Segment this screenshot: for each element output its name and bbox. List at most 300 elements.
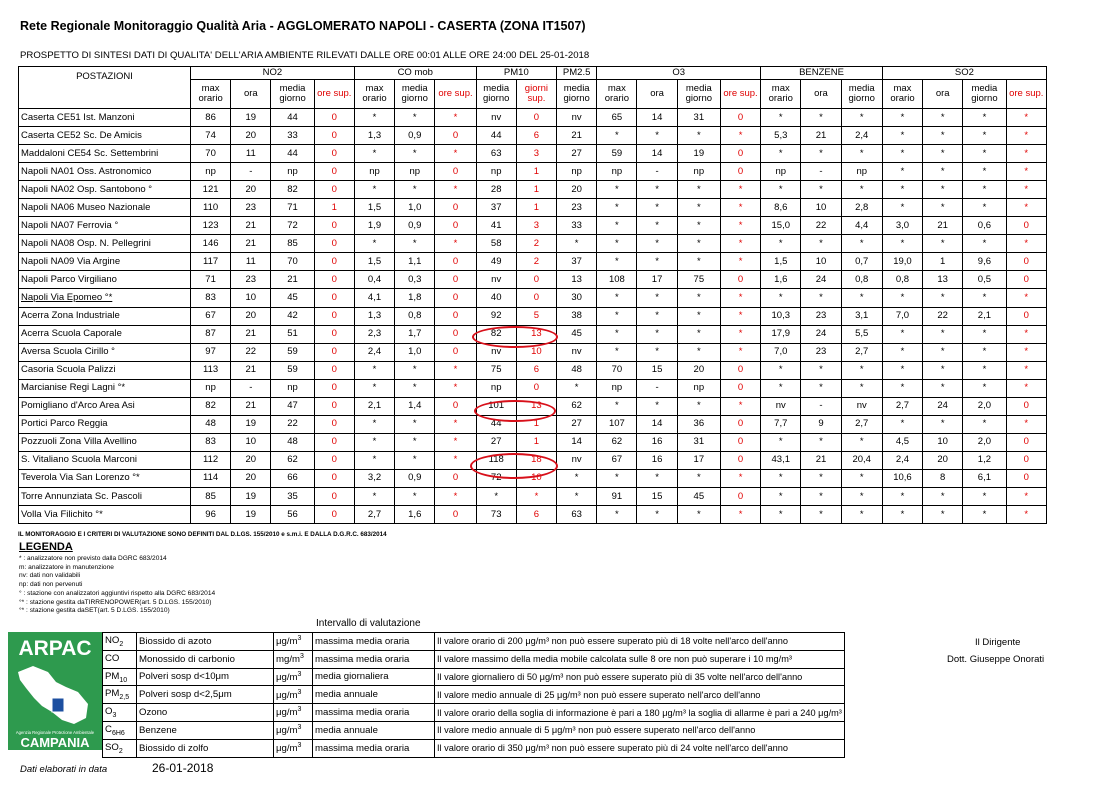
legend-item: °* : stazione gestita daSET(art. 5 D.LGS. 155/2010) [19, 607, 170, 615]
table-cell: * [801, 235, 841, 253]
logo-text-small: Agenzia Regionale Protezione Ambientale [15, 730, 95, 735]
table-cell: 8,6 [761, 199, 801, 217]
table-cell: * [637, 325, 677, 343]
table-cell: 16 [637, 451, 677, 469]
table-cell: 19 [231, 506, 271, 524]
table-cell: 1,8 [395, 289, 435, 307]
table-cell: * [395, 109, 435, 127]
table-cell: 2,7 [354, 506, 394, 524]
table-cell: 13 [516, 397, 556, 415]
pollutant-unit-text: μg/m [276, 636, 298, 648]
table-cell: * [801, 379, 841, 397]
table-cell: 0 [314, 451, 354, 469]
table-cell: 0 [1006, 217, 1046, 235]
table-cell: * [761, 109, 801, 127]
table-cell: * [801, 487, 841, 505]
table-cell: * [1006, 361, 1046, 379]
col-max-orario: max orario [354, 80, 394, 109]
table-cell: 1,7 [395, 325, 435, 343]
pollutant-symbol [103, 704, 137, 722]
table-row [19, 379, 1047, 397]
pollutant-limit: Il valore massimo della media mobile calcolata sulle 8 ore non può superare i 10 mg/m³ [435, 650, 845, 668]
table-cell: * [677, 343, 720, 361]
table-cell: * [354, 379, 394, 397]
table-cell: np [761, 163, 801, 181]
table-cell: 21 [801, 127, 841, 145]
table-cell: * [963, 199, 1006, 217]
table-cell: 37 [557, 253, 597, 271]
pollutant-symbol [103, 721, 137, 739]
table-cell: 0 [516, 379, 556, 397]
pollutant-unit [274, 721, 313, 739]
table-cell: 96 [190, 506, 230, 524]
table-cell: 45 [271, 289, 314, 307]
table-cell: 59 [271, 343, 314, 361]
table-cell: 85 [271, 235, 314, 253]
pollutant-unit-sup: 3 [297, 670, 302, 678]
table-cell: * [923, 289, 963, 307]
station-name: Napoli Parco Virgiliano [19, 271, 191, 289]
table-cell: 19,0 [882, 253, 922, 271]
pollutant-name: Polveri sosp d<10μm [137, 668, 274, 686]
table-cell: - [801, 163, 841, 181]
table-cell: 0 [435, 127, 476, 145]
table-cell: * [963, 235, 1006, 253]
table-cell: 0 [435, 506, 476, 524]
station-name: Aversa Scuola Cirillo ° [19, 343, 191, 361]
table-cell: * [801, 433, 841, 451]
table-cell: 1 [516, 199, 556, 217]
table-cell: * [923, 343, 963, 361]
table-cell: * [963, 506, 1006, 524]
table-cell: * [841, 379, 882, 397]
table-cell: 0 [314, 415, 354, 433]
table-cell: * [557, 487, 597, 505]
col-media-giorno: media giorno [395, 80, 435, 109]
legend-item: nv: dati non validabili [19, 572, 81, 580]
so2-header: SO2 [882, 67, 1046, 80]
table-cell: 0 [314, 235, 354, 253]
table-cell: 35 [271, 487, 314, 505]
table-cell: * [923, 415, 963, 433]
table-cell: * [882, 325, 922, 343]
table-cell: * [963, 325, 1006, 343]
table-cell: np [354, 163, 394, 181]
table-cell: 2,1 [963, 307, 1006, 325]
table-cell: 1 [516, 433, 556, 451]
table-cell: 21 [231, 361, 271, 379]
highlight-ring-pomigliano [474, 400, 556, 422]
table-cell: 45 [557, 325, 597, 343]
logo-text-bottom: CAMPANIA [20, 735, 90, 750]
page-subtitle: PROSPETTO DI SINTESI DATI DI QUALITA' DELL'ARIA AMBIENTE RILEVATI DALLE ORE 00:01 ALLE ORE 24:00 DEL 25-01-2018 [20, 50, 590, 61]
table-cell: * [637, 397, 677, 415]
table-cell: 62 [597, 433, 637, 451]
table-cell: * [720, 307, 760, 325]
table-row [19, 217, 1047, 235]
table-cell: * [637, 199, 677, 217]
table-cell: 67 [190, 307, 230, 325]
station-name: Pozzuoli Zona Villa Avellino [19, 433, 191, 451]
pollutant-interval: media annuale [313, 721, 435, 739]
station-name: Napoli NA07 Ferrovia ° [19, 217, 191, 235]
table-row [19, 163, 1047, 181]
table-cell: 10 [231, 433, 271, 451]
table-cell: 0 [720, 163, 760, 181]
table-cell: * [597, 343, 637, 361]
pollutant-interval: media annuale [313, 686, 435, 704]
table-cell: 0,3 [395, 271, 435, 289]
pollutant-symbol-sub: 6H6 [111, 729, 125, 737]
table-cell: 0 [1006, 253, 1046, 271]
table-cell: 21 [801, 451, 841, 469]
table-cell: 0 [435, 253, 476, 271]
table-cell: * [637, 469, 677, 487]
table-cell: 63 [476, 145, 516, 163]
pollutant-limit: Il valore medio annuale di 25 μg/m³ non può essere superato nell'arco dell'anno [435, 686, 845, 704]
table-cell: * [597, 181, 637, 199]
table-cell: * [923, 127, 963, 145]
table-cell: * [354, 235, 394, 253]
table-cell: - [231, 163, 271, 181]
table-cell: 22 [231, 343, 271, 361]
pollutant-unit-text: μg/m [276, 725, 298, 737]
table-cell: 16 [637, 433, 677, 451]
table-cell: * [923, 506, 963, 524]
table-row [19, 109, 1047, 127]
pollutant-unit-sup: 3 [297, 706, 302, 714]
table-cell: * [395, 361, 435, 379]
table-cell: 72 [271, 217, 314, 235]
pollutant-symbol-text: C [105, 723, 112, 735]
table-cell: * [354, 451, 394, 469]
pollutant-symbol [103, 633, 137, 651]
table-cell: * [882, 379, 922, 397]
table-cell: * [1006, 127, 1046, 145]
table-cell: 0 [314, 217, 354, 235]
station-name: Napoli NA08 Osp. N. Pellegrini [19, 235, 191, 253]
col-max-orario: max orario [190, 80, 230, 109]
table-cell: * [557, 469, 597, 487]
table-cell: * [841, 145, 882, 163]
table-cell: 1,6 [395, 506, 435, 524]
table-cell: 0 [1006, 433, 1046, 451]
pollutant-limit: Il valore orario di 200 μg/m³ non può essere superato più di 18 volte nell'arco dell'anno [435, 633, 845, 651]
table-cell: * [923, 487, 963, 505]
pollutant-interval: massima media oraria [313, 650, 435, 668]
table-cell: 27 [557, 415, 597, 433]
pollutant-unit-text: μg/m [276, 743, 298, 755]
pollutant-row [103, 650, 845, 668]
table-cell: 0 [314, 343, 354, 361]
table-cell: 112 [190, 451, 230, 469]
table-cell: 97 [190, 343, 230, 361]
table-row [19, 506, 1047, 524]
table-cell: 44 [271, 109, 314, 127]
station-name: Caserta CE51 Ist. Manzoni [19, 109, 191, 127]
table-cell: 44 [271, 145, 314, 163]
table-cell: * [435, 379, 476, 397]
table-cell: 2,7 [841, 343, 882, 361]
table-cell: 11 [231, 253, 271, 271]
table-cell: 48 [271, 433, 314, 451]
table-cell: 41 [476, 217, 516, 235]
table-cell: * [677, 397, 720, 415]
table-cell: * [637, 289, 677, 307]
table-cell: * [761, 379, 801, 397]
stations-header: POSTAZIONI [19, 67, 191, 109]
pollutant-unit-sup: 3 [297, 688, 302, 696]
table-cell: * [637, 253, 677, 271]
table-cell: 0,8 [882, 271, 922, 289]
table-cell: * [841, 109, 882, 127]
col-giorni-sup: giorni sup. [516, 80, 556, 109]
table-cell: 75 [476, 361, 516, 379]
table-cell: np [597, 379, 637, 397]
table-cell: * [720, 343, 760, 361]
pollutant-unit [274, 650, 313, 668]
table-cell: 0 [720, 487, 760, 505]
table-cell: * [677, 469, 720, 487]
table-cell: 0 [720, 271, 760, 289]
table-cell: 1,0 [395, 199, 435, 217]
table-cell: * [882, 415, 922, 433]
table-cell: 20 [231, 469, 271, 487]
table-cell: * [841, 469, 882, 487]
legend-item: ° : stazione con analizzatori aggiuntivi rispetto alla DGRC 683/2014 [19, 589, 216, 597]
table-cell: 1,5 [354, 199, 394, 217]
table-cell: * [597, 506, 637, 524]
table-cell: 0 [314, 271, 354, 289]
table-cell: * [395, 379, 435, 397]
pollutant-symbol-sub: 2 [119, 640, 124, 648]
pollutant-symbol-sub: 2,5 [119, 694, 130, 702]
table-cell: * [677, 325, 720, 343]
table-cell: 2 [516, 235, 556, 253]
pollutant-name: Benzene [137, 721, 274, 739]
table-cell: * [435, 487, 476, 505]
table-cell: 1,3 [354, 127, 394, 145]
table-cell: 86 [190, 109, 230, 127]
table-cell: * [354, 109, 394, 127]
table-cell: 20 [231, 127, 271, 145]
table-cell: 47 [271, 397, 314, 415]
table-cell: 121 [190, 181, 230, 199]
table-cell: 0 [1006, 271, 1046, 289]
table-cell: 9 [801, 415, 841, 433]
table-cell: np [190, 379, 230, 397]
pollutant-symbol [103, 668, 137, 686]
table-cell: np [677, 379, 720, 397]
table-cell: nv [476, 271, 516, 289]
table-cell: 43,1 [761, 451, 801, 469]
table-cell: 0,9 [395, 469, 435, 487]
table-cell: * [801, 181, 841, 199]
table-cell: * [882, 145, 922, 163]
table-cell: 0 [1006, 469, 1046, 487]
table-cell: * [677, 506, 720, 524]
co-header: CO mob [354, 67, 476, 80]
table-cell: 0,4 [354, 271, 394, 289]
table-cell: 0 [435, 325, 476, 343]
table-cell: 87 [190, 325, 230, 343]
table-cell: 82 [476, 325, 516, 343]
table-cell: 0,9 [395, 127, 435, 145]
pollutant-name: Monossido di carbonio [137, 650, 274, 668]
table-cell: * [597, 253, 637, 271]
table-cell: 24 [801, 271, 841, 289]
table-cell: nv [476, 109, 516, 127]
pollutant-unit-sup: 3 [297, 724, 302, 732]
pollutant-name: Biossido di azoto [137, 633, 274, 651]
pollutant-symbol-sub: 2 [118, 747, 123, 755]
table-cell: * [923, 181, 963, 199]
table-cell: 40 [476, 289, 516, 307]
table-cell: 1,2 [963, 451, 1006, 469]
benzene-header: BENZENE [761, 67, 883, 80]
table-cell: 9,6 [963, 253, 1006, 271]
table-cell: * [923, 235, 963, 253]
table-cell: 113 [190, 361, 230, 379]
table-cell: 59 [597, 145, 637, 163]
table-cell: 70 [190, 145, 230, 163]
logo-text-top: ARPAC [18, 637, 92, 660]
table-cell: * [677, 307, 720, 325]
station-name: Torre Annunziata Sc. Pascoli [19, 487, 191, 505]
table-cell: 6 [516, 361, 556, 379]
table-cell: 5,3 [761, 127, 801, 145]
table-cell: 1 [516, 163, 556, 181]
table-cell: * [395, 451, 435, 469]
table-row [19, 487, 1047, 505]
table-cell: * [476, 487, 516, 505]
table-cell: * [637, 307, 677, 325]
table-cell: np [190, 163, 230, 181]
table-cell: * [801, 361, 841, 379]
col-max-orario: max orario [761, 80, 801, 109]
table-cell: 0 [435, 469, 476, 487]
table-cell: * [597, 199, 637, 217]
table-cell: * [841, 235, 882, 253]
table-cell: * [677, 235, 720, 253]
table-cell: 38 [557, 307, 597, 325]
col-max-orario: max orario [597, 80, 637, 109]
table-cell: * [882, 199, 922, 217]
pollutant-symbol-text: PM [105, 688, 120, 700]
table-cell: 44 [476, 415, 516, 433]
highlight-ring-s-vitaliano [470, 453, 558, 479]
table-cell: 11 [231, 145, 271, 163]
table-cell: * [677, 217, 720, 235]
station-name: Casoria Scuola Palizzi [19, 361, 191, 379]
table-cell: 21 [271, 271, 314, 289]
table-cell: * [1006, 415, 1046, 433]
table-cell: * [677, 199, 720, 217]
pollutant-unit [274, 739, 313, 757]
table-cell: 23 [231, 199, 271, 217]
table-cell: 107 [597, 415, 637, 433]
table-cell: nv [557, 109, 597, 127]
elaboration-label: Dati elaborati in data [20, 764, 108, 775]
table-cell: * [435, 361, 476, 379]
table-cell: 20 [231, 181, 271, 199]
legend-title: LEGENDA [19, 541, 73, 553]
table-cell: 0 [314, 379, 354, 397]
legend-item: °* : stazione gestita daTIRRENOPOWER(art. 5 D.LGS. 155/2010) [19, 598, 212, 606]
pollutant-row [103, 668, 845, 686]
table-cell: * [963, 379, 1006, 397]
station-name: Caserta CE52 Sc. De Amicis [19, 127, 191, 145]
table-cell: * [435, 145, 476, 163]
table-cell: * [963, 145, 1006, 163]
page-title: Rete Regionale Monitoraggio Qualità Aria - AGGLOMERATO NAPOLI - CASERTA (ZONA IT1507) [20, 19, 586, 33]
table-cell: 15 [637, 487, 677, 505]
table-cell: 31 [677, 433, 720, 451]
legend-item: np: dati non pervenuti [19, 581, 83, 589]
pollutant-name: Biossido di zolfo [137, 739, 274, 757]
table-cell: * [963, 163, 1006, 181]
pollutant-unit [274, 633, 313, 651]
table-cell: 22 [271, 415, 314, 433]
table-cell: * [637, 127, 677, 145]
table-cell: * [637, 506, 677, 524]
table-cell: 0 [435, 397, 476, 415]
pollutant-interval: massima media oraria [313, 739, 435, 757]
table-cell: 10 [801, 253, 841, 271]
station-name: Napoli NA06 Museo Nazionale [19, 199, 191, 217]
table-cell: 5,5 [841, 325, 882, 343]
table-cell: 4,1 [354, 289, 394, 307]
col-ore-sup: ore sup. [314, 80, 354, 109]
table-cell: 20,4 [841, 451, 882, 469]
table-cell: 33 [557, 217, 597, 235]
table-cell: 31 [677, 109, 720, 127]
table-cell: 1,3 [354, 307, 394, 325]
table-cell: 70 [597, 361, 637, 379]
table-cell: 70 [271, 253, 314, 271]
table-cell: 0 [516, 271, 556, 289]
table-cell: 21 [231, 217, 271, 235]
pollutant-symbol-text: NO [105, 634, 120, 646]
col-media-giorno: media giorno [557, 80, 597, 109]
table-cell: 146 [190, 235, 230, 253]
table-cell: * [354, 181, 394, 199]
table-cell: 0 [1006, 397, 1046, 415]
pollutant-name: Polveri sosp d<2,5μm [137, 686, 274, 704]
table-cell: 83 [190, 289, 230, 307]
table-cell: * [597, 235, 637, 253]
table-cell: 14 [557, 433, 597, 451]
table-cell: * [923, 325, 963, 343]
table-cell: * [597, 325, 637, 343]
table-cell: 21 [231, 397, 271, 415]
table-cell: 1,9 [354, 217, 394, 235]
table-cell: * [841, 506, 882, 524]
pollutant-row [103, 721, 845, 739]
table-cell: 4,5 [882, 433, 922, 451]
table-cell: 72 [476, 469, 516, 487]
table-cell: * [963, 487, 1006, 505]
table-cell: 10 [923, 433, 963, 451]
pollutant-interval: media giornaliera [313, 668, 435, 686]
table-cell: 123 [190, 217, 230, 235]
table-cell: 14 [637, 145, 677, 163]
table-cell: 27 [476, 433, 516, 451]
table-cell: np [271, 163, 314, 181]
table-cell: 20 [923, 451, 963, 469]
table-cell: 6 [516, 506, 556, 524]
table-cell: * [720, 253, 760, 271]
